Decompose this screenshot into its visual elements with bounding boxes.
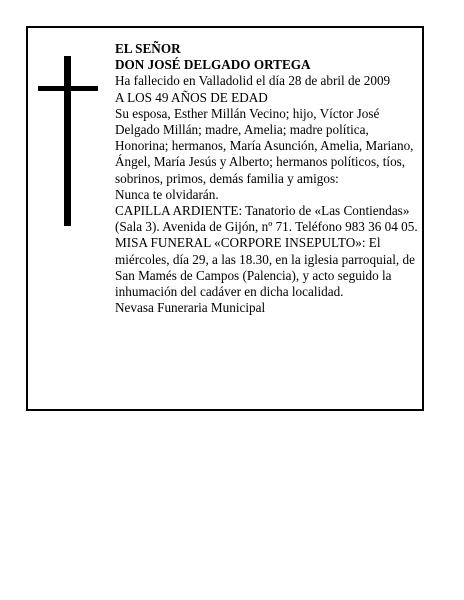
- obituary-text: [115, 41, 422, 316]
- age-line: A LOS 49 AÑOS DE EDAD: [115, 89, 268, 105]
- funeral-home: Nevasa Funeraria Municipal: [115, 300, 266, 316]
- obituary-notice: [26, 26, 424, 411]
- mass-info: MISA FUNERAL «CORPORE INSEPULTO»: El miércoles, día 29, a las 18.30, en la iglesia parroquial, de San Mamés de Campos (Palencia), y acto seguido la inhumación del cadáver en dicha localidad.: [115, 235, 415, 300]
- farewell-line: Nunca te olvidarán.: [115, 186, 219, 202]
- cross-icon: [38, 56, 98, 226]
- title-line-1: EL SEÑOR: [115, 41, 181, 56]
- family-list: Su esposa, Esther Millán Vecino; hijo, Víctor José Delgado Millán; madre, Amelia; madre política, Honorina; hermanos, María Asunción, Amelia, Mariano, Ángel, María Jesús y Alberto; hermanos políticos, tíos, sobrinos, primos, demás familia y amigos:: [115, 105, 414, 186]
- death-info: Ha fallecido en Valladolid el día 28 de abril de 2009: [115, 73, 391, 89]
- chapel-info: CAPILLA ARDIENTE: Tanatorio de «Las Contiendas» (Sala 3). Avenida de Gijón, nº 71. Teléfono 983 36 04 05.: [115, 203, 418, 235]
- deceased-name: DON JOSÉ DELGADO ORTEGA: [115, 57, 311, 73]
- cross-vertical-bar: [64, 56, 71, 226]
- cross-horizontal-bar: [38, 86, 98, 91]
